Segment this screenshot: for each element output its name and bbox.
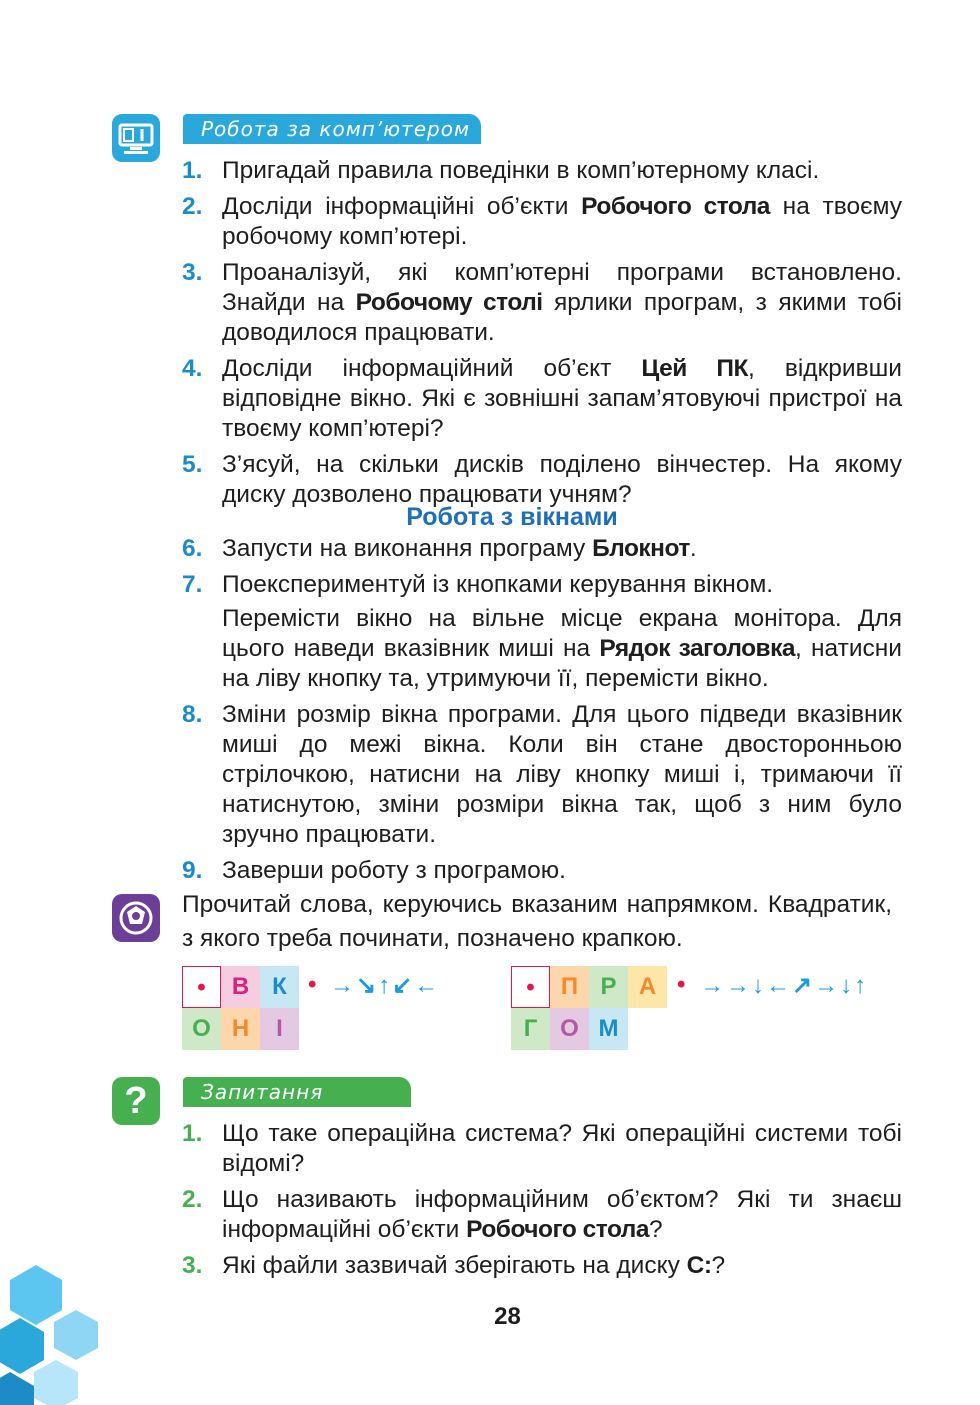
section-heading-windows: Робота з вікнами — [406, 503, 618, 531]
computer-icon — [112, 114, 160, 162]
list-item — [182, 534, 902, 564]
list-item — [182, 258, 902, 348]
item-number: 6. — [182, 535, 203, 562]
direction-arrows-2: →→↓←↗→↓↑ — [700, 972, 869, 999]
item-text: Проаналізуй, які комп’ютерні програми встановлено. Знайди на Робочому столі ярлики програм, з якими тобі доводилося працювати. — [222, 259, 902, 346]
item-number: 3. — [182, 259, 203, 286]
list-item — [182, 856, 902, 886]
direction-arrows-1: →↘↑↙← — [330, 972, 441, 999]
item-number: 2. — [182, 193, 203, 220]
puzzle-icon — [112, 894, 160, 942]
task-list-windows — [182, 534, 902, 892]
item-text: Поекспериментуй із кнопками керування вікном. Перемісти вікно на вільне місце екрана монітора. Для цього наведи вказівник миші на Рядок заголовка, натисни на ліву кнопку та, утримуючи її, перемісти вікно. — [222, 571, 902, 692]
item-number: 8. — [182, 701, 203, 728]
list-item — [182, 700, 902, 850]
bold-term: С: — [686, 1252, 712, 1279]
item-number: 5. — [182, 451, 203, 478]
bold-term: Цей ПК — [641, 355, 748, 382]
item-text: Досліди інформаційні об’єкти Робочого стола на твоєму робочому комп’ютері. — [222, 193, 903, 250]
section-banner-questions: Запитання — [183, 1077, 411, 1107]
bold-term: Робочого стола — [581, 193, 770, 220]
list-item — [182, 1119, 902, 1179]
list-item — [182, 1251, 902, 1281]
letter-cell: І — [260, 1008, 299, 1050]
bold-term: Робочого стола — [466, 1216, 649, 1243]
item-text: Досліди інформаційний об’єкт Цей ПК, відкривши відповідне вікно. Які є зовнішні запам’ятовуючі пристрої на твоєму комп’ютері? — [222, 355, 902, 442]
item-text: Зміни розмір вікна програми. Для цього підведи вказівник миші до межі вікна. Коли він стане двосторонньою стрілочкою, натисни на ліву кнопку миші і, тримаючи її натиснутою, зміни розміри вікна так, щоб з ним було зручно працювати. — [222, 701, 902, 848]
start-cell: • — [511, 966, 550, 1008]
letter-cell: В — [221, 966, 260, 1008]
bold-term: Робочому столі — [355, 289, 543, 316]
item-text: Що таке операційна система? Які операційні системи тобі відомі? — [222, 1120, 902, 1177]
task-list-computer-work — [182, 156, 902, 516]
list-item — [182, 450, 902, 510]
letter-cell: М — [589, 1008, 628, 1050]
letter-cell: К — [260, 966, 299, 1008]
letter-cell: А — [628, 966, 667, 1008]
question-list — [182, 1119, 902, 1287]
item-number: 9. — [182, 857, 203, 884]
list-item — [182, 570, 902, 694]
item-extra-text: Перемісти вікно на вільне місце екрана монітора. Для цього наведи вказівник миші на Рядок заголовка, натисни на ліву кнопку та, утримуючи її, перемісти вікно. — [222, 605, 902, 692]
item-text: Пригадай правила поведінки в комп’ютерному класі. — [222, 157, 820, 184]
item-text: Що називають інформаційним об’єктом? Які ти знаєш інформаційні об’єкти Робочого стола? — [222, 1186, 902, 1243]
hexagon-decoration — [0, 1260, 110, 1405]
puzzle-instruction: Прочитай слова, керуючись вказаним напрямком. Квадратик, з якого треба починати, позначено крапкою. — [182, 891, 892, 952]
item-text: Запусти на виконання програму Блокнот. — [222, 535, 697, 562]
letter-cell: О — [182, 1008, 221, 1050]
bold-term: Рядок заголовка — [599, 635, 796, 662]
letter-cell: Р — [589, 966, 628, 1008]
start-cell: • — [182, 966, 221, 1008]
item-number: 2. — [182, 1186, 203, 1213]
page-number: 28 — [494, 1303, 521, 1330]
list-item — [182, 192, 902, 252]
item-number: 1. — [182, 157, 203, 184]
letter-cell: Г — [511, 1008, 550, 1050]
item-text: Які файли зазвичай зберігають на диску С:? — [222, 1252, 726, 1279]
item-text: Заверши роботу з програмою. — [222, 857, 566, 884]
item-number: 4. — [182, 355, 203, 382]
item-text: З’ясуй, на скільки дисків поділено вінчестер. На якому диску дозволено працювати учням? — [222, 451, 902, 508]
list-item — [182, 1185, 902, 1245]
letter-cell: О — [550, 1008, 589, 1050]
item-number: 7. — [182, 571, 203, 598]
item-number: 1. — [182, 1120, 203, 1147]
list-item — [182, 354, 902, 444]
start-dot-2: • — [677, 971, 686, 998]
section-banner-computer-work: Робота за комп’ютером — [183, 114, 481, 144]
letter-cell: П — [550, 966, 589, 1008]
start-dot-1: • — [308, 971, 317, 998]
bold-term: Блокнот — [592, 535, 690, 562]
question-icon: ? — [112, 1077, 160, 1125]
list-item — [182, 156, 902, 186]
letter-cell: Н — [221, 1008, 260, 1050]
item-number: 3. — [182, 1252, 203, 1279]
